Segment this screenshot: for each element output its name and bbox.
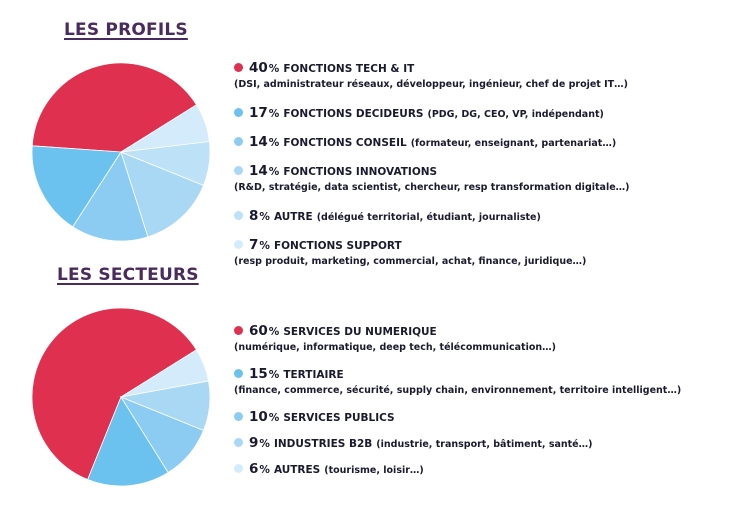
legend-unit: % <box>268 137 280 149</box>
legend-dot-icon <box>234 137 243 146</box>
legend-description: (formateur, enseignant, partenariat…) <box>410 138 617 149</box>
legend-value: 60 <box>249 323 268 339</box>
legend-unit: % <box>259 464 270 476</box>
legend-unit: % <box>268 369 280 381</box>
legend-dot-icon <box>234 166 243 175</box>
legend-dot-icon <box>234 240 243 249</box>
legend-dot-icon <box>234 369 243 378</box>
legend-unit: % <box>259 240 270 252</box>
legend-unit: % <box>259 438 270 450</box>
legend-secteurs <box>234 323 724 477</box>
legend-item-heading <box>234 105 724 121</box>
legend-item-heading <box>234 163 724 179</box>
legend-description: (finance, commerce, sécurité, supply chain, environnement, territoire intelligent…) <box>234 385 682 396</box>
legend-label: TERTIAIRE <box>283 369 344 381</box>
legend-item-heading <box>234 461 724 477</box>
legend-description: (PDG, DG, CEO, VP, indépendant) <box>427 109 604 120</box>
legend-description: (numérique, informatique, deep tech, télécommunication…) <box>234 342 556 353</box>
legend-dot-icon <box>234 326 243 335</box>
legend-description: (tourisme, loisir…) <box>324 465 424 476</box>
legend-description: (industrie, transport, bâtiment, santé…) <box>376 439 593 450</box>
legend-dot-icon <box>234 211 243 220</box>
legend-value: 7 <box>249 237 259 253</box>
legend-label: AUTRE <box>273 211 313 223</box>
legend-item <box>234 461 724 477</box>
legend-dot-icon <box>234 464 243 473</box>
legend-description: (R&D, stratégie, data scientist, chercheur, resp transformation digitale…) <box>234 182 630 193</box>
legend-item <box>234 60 724 90</box>
legend-label: SERVICES DU NUMERIQUE <box>283 326 437 338</box>
legend-dot-icon <box>234 63 243 72</box>
legend-label: SERVICES PUBLICS <box>283 412 395 424</box>
legend-label: FONCTIONS SUPPORT <box>273 240 402 252</box>
legend-unit: % <box>268 63 280 75</box>
legend-item-heading <box>234 134 724 150</box>
legend-unit: % <box>259 211 270 223</box>
legend-unit: % <box>268 326 280 338</box>
legend-value: 10 <box>249 409 268 425</box>
legend-item <box>234 105 724 121</box>
legend-value: 40 <box>249 60 268 76</box>
legend-value: 14 <box>249 163 268 179</box>
legend-value: 9 <box>249 435 259 451</box>
legend-value: 17 <box>249 105 268 121</box>
legend-item <box>234 435 724 451</box>
legend-item <box>234 208 724 224</box>
legend-label: FONCTIONS CONSEIL <box>283 137 407 149</box>
legend-dot-icon <box>234 412 243 421</box>
legend-label: FONCTIONS TECH & IT <box>283 63 415 75</box>
legend-label: FONCTIONS DECIDEURS <box>283 108 424 120</box>
legend-label: FONCTIONS INNOVATIONS <box>283 166 438 178</box>
legend-value: 15 <box>249 366 268 382</box>
legend-item-heading <box>234 60 724 76</box>
legend-unit: % <box>268 108 280 120</box>
legend-description: (resp produit, marketing, commercial, achat, finance, juridique…) <box>234 256 587 267</box>
legend-item-heading <box>234 435 724 451</box>
legend-item-heading <box>234 366 724 382</box>
legend-unit: % <box>268 412 280 424</box>
legend-unit: % <box>268 166 280 178</box>
legend-item <box>234 163 724 193</box>
legend-item-heading <box>234 208 724 224</box>
legend-item-heading <box>234 409 724 425</box>
legend-description: (délégué territorial, étudiant, journaliste) <box>316 212 541 223</box>
section-title-secteurs: LES SECTEURS <box>57 265 199 285</box>
pie-chart-profils <box>30 61 212 243</box>
legend-item <box>234 134 724 150</box>
legend-value: 14 <box>249 134 268 150</box>
legend-dot-icon <box>234 438 243 447</box>
legend-profils <box>234 60 724 267</box>
legend-value: 8 <box>249 208 259 224</box>
legend-item-heading <box>234 237 724 253</box>
legend-item <box>234 409 724 425</box>
legend-item <box>234 237 724 267</box>
legend-label: INDUSTRIES B2B <box>273 438 373 450</box>
legend-value: 6 <box>249 461 259 477</box>
pie-chart-secteurs <box>30 306 212 488</box>
legend-description: (DSI, administrateur réseaux, développeur, ingénieur, chef de projet IT…) <box>234 79 628 90</box>
legend-item <box>234 366 724 396</box>
legend-dot-icon <box>234 108 243 117</box>
section-title-profils: LES PROFILS <box>64 20 188 40</box>
legend-item <box>234 323 724 353</box>
legend-label: AUTRES <box>273 464 321 476</box>
legend-item-heading <box>234 323 724 339</box>
